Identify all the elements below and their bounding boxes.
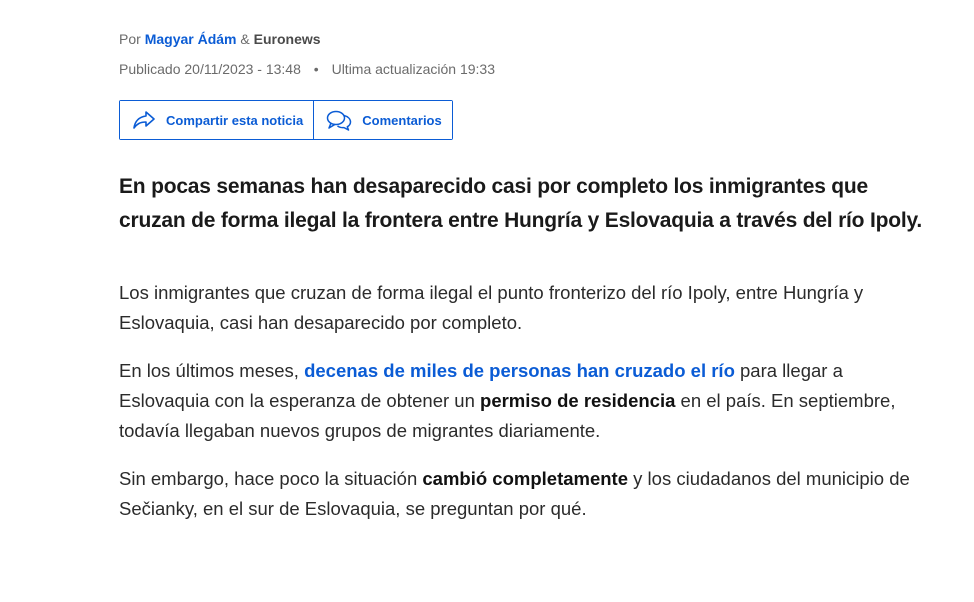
paragraph-2 (119, 356, 929, 446)
comments-button[interactable] (313, 101, 451, 139)
author-link[interactable]: Magyar Ádám (144, 31, 237, 47)
paragraph-2-text-3: en el país. En septiembre, todavía llegaban nuevos grupos de migrantes diariamente. (119, 390, 896, 441)
byline (119, 28, 929, 50)
comments-button-label: Comentarios (362, 112, 442, 128)
share-bar (119, 100, 453, 140)
updated-date: Ultima actualización 19:33 (331, 61, 495, 77)
article-lead: En pocas semanas han desaparecido casi por completo los inmigrantes que cruzan de forma ilegal la frontera entre Hungría y Eslovaquia a través del río Ipoly. (119, 175, 923, 232)
paragraph-2-text-2: para llegar a Eslovaquia con la esperanza de obtener un (119, 360, 843, 411)
paragraph-1: Los inmigrantes que cruzan de forma ilegal el punto fronterizo del río Ipoly, entre Hungría y Eslovaquia, casi han desaparecido por completo. (119, 282, 864, 333)
share-arrow-icon (132, 110, 156, 130)
byline-prefix: Por (119, 31, 141, 47)
paragraph-3-text-1: Sin embargo, hace poco la situación (119, 468, 423, 489)
share-button[interactable] (120, 101, 313, 139)
article (119, 28, 929, 542)
outlet-name: Euronews (253, 31, 321, 47)
migrants-crossed-river-link[interactable]: decenas de miles de personas han cruzado el río (304, 360, 735, 381)
comments-bubbles-icon (326, 109, 352, 131)
paragraph-3-text-2: y los ciudadanos del municipio de Sečianky, en el sur de Eslovaquia, se preguntan por qué. (119, 468, 910, 519)
publish-dates (119, 58, 929, 80)
published-date: Publicado 20/11/2023 - 13:48 (119, 61, 301, 77)
article-body (119, 278, 929, 524)
share-button-label: Compartir esta noticia (166, 112, 304, 128)
byline-separator: & (240, 31, 250, 47)
residence-permit-emphasis: permiso de residencia (480, 390, 676, 411)
paragraph-2-text-1: En los últimos meses, (119, 360, 305, 381)
changed-completely-emphasis: cambió completamente (422, 468, 629, 489)
paragraph-3 (119, 464, 929, 524)
date-separator: • (313, 61, 319, 77)
